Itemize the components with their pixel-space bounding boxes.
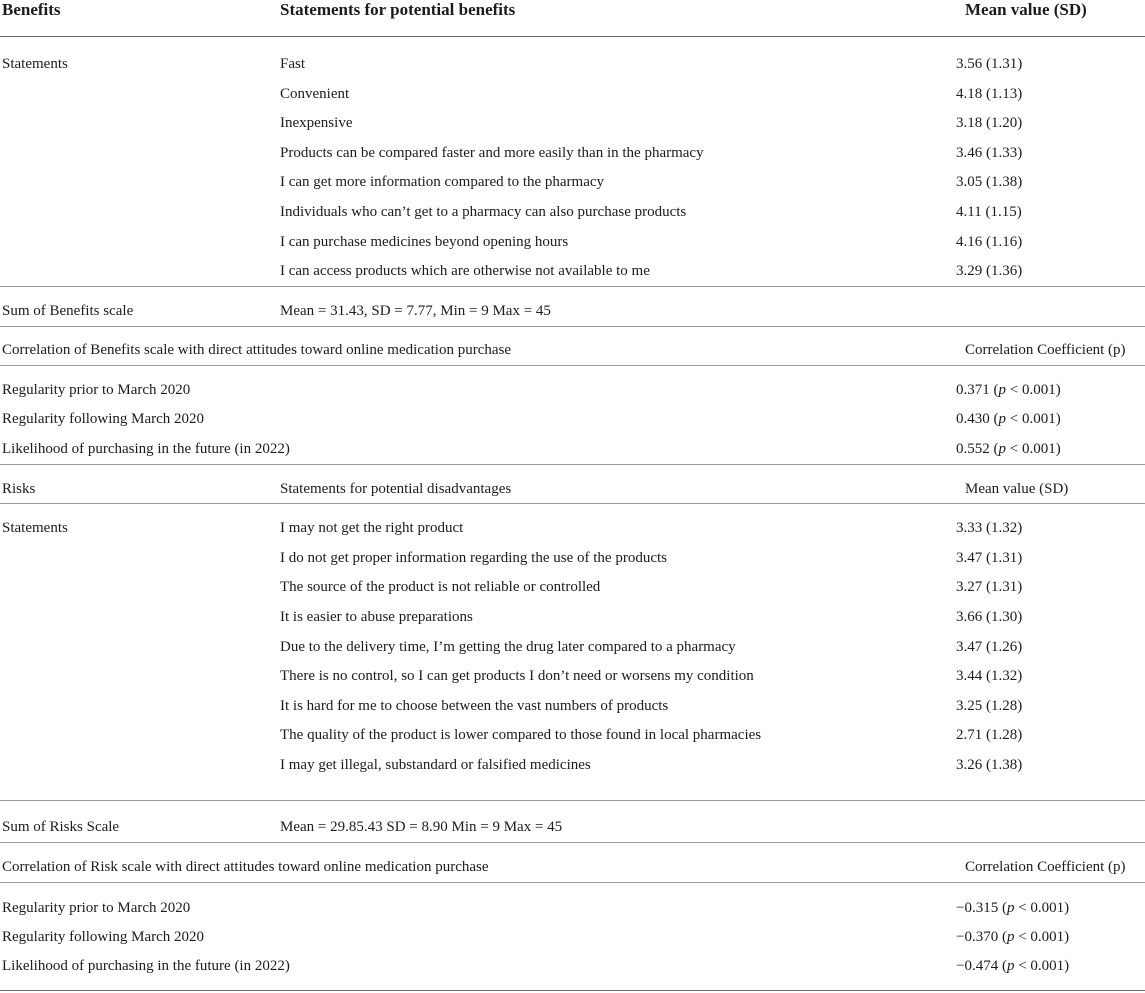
benefits-corr-row-label: Likelihood of purchasing in the future (in 2022) [2,441,290,457]
benefits-corr-row-label: Regularity following March 2020 [2,411,205,427]
risks-col-label: Risks [2,481,36,497]
benefits-corr-label: Correlation of Benefits scale with direct attitudes toward online medication purchase [2,342,512,358]
divider [0,365,1145,366]
benefits-sum-value: Mean = 31.43, SD = 7.77, Min = 9 Max = 45 [280,303,551,319]
divider [0,464,1145,465]
benefit-statement: I can get more information compared to the pharmacy [280,174,605,190]
benefit-value: 4.11 (1.15) [956,204,1022,220]
benefits-corr-row-value: 0.552 (p < 0.001) [956,441,1061,457]
risk-value: 3.44 (1.32) [956,668,1023,684]
benefit-statement: I can purchase medicines beyond opening hours [280,234,569,250]
benefits-corr-row-value: 0.430 (p < 0.001) [956,411,1061,427]
risk-statement: Due to the delivery time, I’m getting the drug later compared to a pharmacy [280,639,736,655]
risk-value: 3.33 (1.32) [956,520,1023,536]
divider [0,842,1145,843]
benefit-value: 3.05 (1.38) [956,174,1023,190]
risk-statement: There is no control, so I can get products I don’t need or worsens my condition [280,668,754,684]
risks-corr-row-label: Regularity following March 2020 [2,929,205,945]
risks-corr-row-label: Regularity prior to March 2020 [2,900,191,916]
benefits-sum-label: Sum of Benefits scale [2,303,134,319]
risk-statement: I may get illegal, substandard or falsified medicines [280,757,591,773]
header-col-mean: Mean value (SD) [965,0,1087,19]
header-col-statements: Statements for potential benefits [280,0,516,19]
benefits-corr-row-label: Regularity prior to March 2020 [2,382,191,398]
risks-corr-label: Correlation of Risk scale with direct attitudes toward online medication purchase [2,859,489,875]
risks-corr-row-value: −0.474 (p < 0.001) [956,958,1070,974]
benefit-statement: I can access products which are otherwise not available to me [280,263,650,279]
benefit-statement: Inexpensive [280,115,353,131]
risk-value: 3.26 (1.38) [956,757,1023,773]
risk-value: 3.47 (1.26) [956,639,1023,655]
benefit-statement: Convenient [280,86,350,102]
risks-group-label: Statements [2,520,68,536]
risk-value: 3.66 (1.30) [956,609,1023,625]
risk-statement: The quality of the product is lower compared to those found in local pharmacies [280,727,762,743]
risks-sum-value: Mean = 29.85.43 SD = 8.90 Min = 9 Max = 45 [280,819,563,835]
benefit-value: 4.16 (1.16) [956,234,1023,250]
risks-corr-row-value: −0.370 (p < 0.001) [956,929,1070,945]
header-divider [0,36,1145,37]
divider [0,800,1145,801]
divider [0,286,1145,287]
divider [0,326,1145,327]
benefit-statement: Products can be compared faster and more easily than in the pharmacy [280,145,704,161]
divider [0,503,1145,504]
risk-value: 3.47 (1.31) [956,550,1023,566]
benefit-statement: Individuals who can’t get to a pharmacy can also purchase products [280,204,687,220]
benefit-value: 3.29 (1.36) [956,263,1023,279]
risk-statement: It is hard for me to choose between the vast numbers of products [280,698,669,714]
table-bottom-rule [0,990,1145,991]
divider [0,882,1145,883]
risk-value: 3.25 (1.28) [956,698,1023,714]
risk-statement: It is easier to abuse preparations [280,609,473,625]
benefits-corr-row-value: 0.371 (p < 0.001) [956,382,1061,398]
benefit-value: 3.46 (1.33) [956,145,1023,161]
risks-corr-row-label: Likelihood of purchasing in the future (in 2022) [2,958,290,974]
risk-statement: The source of the product is not reliable or controlled [280,579,601,595]
benefit-value: 3.18 (1.20) [956,115,1023,131]
benefit-value: 4.18 (1.13) [956,86,1023,102]
benefits-corr-header: Correlation Coefficient (p) [965,342,1126,358]
risk-statement: I do not get proper information regarding the use of the products [280,550,667,566]
risk-value: 2.71 (1.28) [956,727,1023,743]
risks-corr-row-value: −0.315 (p < 0.001) [956,900,1070,916]
risk-statement: I may not get the right product [280,520,464,536]
risks-corr-header: Correlation Coefficient (p) [965,859,1126,875]
risk-value: 3.27 (1.31) [956,579,1023,595]
risks-sum-label: Sum of Risks Scale [2,819,120,835]
risks-col-mean: Mean value (SD) [965,481,1069,497]
benefit-statement: Fast [280,56,306,72]
header-col-benefits: Benefits [2,0,61,19]
benefits-group-label: Statements [2,56,68,72]
risks-col-statements: Statements for potential disadvantages [280,481,512,497]
benefit-value: 3.56 (1.31) [956,56,1023,72]
